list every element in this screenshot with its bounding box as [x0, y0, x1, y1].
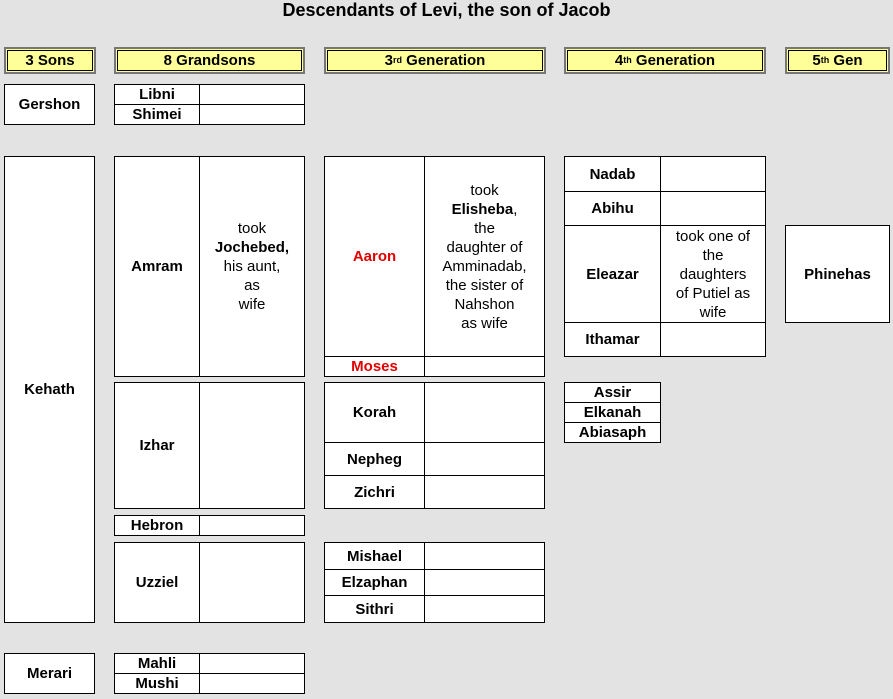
gen3-korah-note — [424, 382, 545, 443]
eleazar-wife-note — [660, 225, 766, 323]
aaron-note-line5: Amminadab, — [442, 257, 527, 275]
eleazar-note-line5: wife — [699, 303, 727, 321]
gen4-abiasaph: Abiasaph — [564, 422, 661, 443]
gen3-mishael-note — [424, 542, 545, 570]
header-8-grandsons: 8 Grandsons — [114, 47, 305, 74]
gen3-nepheg: Nepheg — [324, 442, 425, 476]
header-3rd-generation: 3 $^{rd}$ Generation — [324, 47, 546, 74]
gen3-moses: Moses — [324, 356, 425, 377]
grandson-libni: Libni — [114, 84, 200, 105]
gen3-aaron: Aaron — [324, 156, 425, 357]
gen4-elkanah: Elkanah — [564, 402, 661, 423]
gen3-elzaphan: Elzaphan — [324, 569, 425, 596]
gen3-zichri-note — [424, 475, 545, 509]
gen4-nadab: Nadab — [564, 156, 661, 192]
gen5-label: Gen — [829, 52, 863, 69]
grandson-amram: Amram — [114, 156, 200, 377]
grandson-libni-note — [199, 84, 305, 105]
gen5-number: 5 — [812, 52, 821, 69]
gen3-zichri: Zichri — [324, 475, 425, 509]
eleazar-note-line4: of Putiel as — [675, 284, 751, 302]
gen4-abihu-note — [660, 191, 766, 226]
gen4-ithamar: Ithamar — [564, 322, 661, 357]
gen3-elzaphan-note — [424, 569, 545, 596]
gen3-number: 3 — [384, 52, 393, 69]
gen4-abihu: Abihu — [564, 191, 661, 226]
gen3-korah: Korah — [324, 382, 425, 443]
grandson-uzziel-note — [199, 542, 305, 623]
eleazar-note-line3: daughters — [679, 265, 747, 283]
grandson-shimei-note — [199, 104, 305, 125]
gen4-ithamar-note — [660, 322, 766, 357]
gen3-sithri: Sithri — [324, 595, 425, 623]
header-4th-generation: 4 $^{th}$ Generation — [564, 47, 766, 74]
gen5-phinehas: Phinehas — [785, 225, 890, 323]
amram-note-line3: his aunt, — [223, 258, 281, 275]
page-title: Descendants of Levi, the son of Jacob — [282, 0, 611, 20]
son-gershon: Gershon — [4, 84, 95, 125]
grandson-mushi-note — [199, 673, 305, 694]
gen3-mishael: Mishael — [324, 542, 425, 570]
amram-note-line4: as — [244, 277, 260, 294]
gen4-eleazar: Eleazar — [564, 225, 661, 323]
header-5th-gen: 5 $^{th}$ Gen — [785, 47, 890, 74]
gen4-label: Generation — [631, 52, 716, 69]
gen4-number: 4 — [614, 52, 624, 69]
aaron-note-line3: the — [474, 219, 495, 237]
grandson-izhar-note — [199, 382, 305, 509]
amram-note-line2: Jochebed, — [214, 239, 290, 256]
grandson-mahli-note — [199, 653, 305, 674]
aaron-note-line8: as wife — [461, 314, 508, 332]
grandson-izhar: Izhar — [114, 382, 200, 509]
amram-note-line5: wife — [238, 296, 266, 313]
gen3-nepheg-note — [424, 442, 545, 476]
aaron-note-line6: the sister of — [445, 276, 524, 294]
gen3-label: Generation — [401, 52, 486, 69]
grandson-uzziel: Uzziel — [114, 542, 200, 623]
grandson-hebron: Hebron — [114, 515, 200, 536]
grandson-mahli: Mahli — [114, 653, 200, 674]
aaron-note-line4: daughter of — [446, 238, 523, 256]
son-kehath: Kehath — [4, 156, 95, 623]
amram-note-line1: took — [237, 220, 267, 237]
grandson-shimei: Shimei — [114, 104, 200, 125]
grandson-hebron-note — [199, 515, 305, 536]
aaron-note-comma: , — [513, 200, 518, 218]
gen3-moses-note — [424, 356, 545, 377]
gen4-assir: Assir — [564, 382, 661, 403]
eleazar-note-line2: the — [702, 246, 724, 264]
grandson-mushi: Mushi — [114, 673, 200, 694]
amram-wife-note — [199, 156, 305, 377]
son-merari: Merari — [4, 653, 95, 694]
aaron-wife-note — [424, 156, 545, 357]
aaron-note-line2: Elisheba — [451, 200, 514, 218]
aaron-note-line1: took — [470, 181, 499, 199]
gen3-sithri-note — [424, 595, 545, 623]
gen4-nadab-note — [660, 156, 766, 192]
aaron-note-line7: Nahshon — [454, 295, 515, 313]
eleazar-note-line1: took one of — [675, 227, 751, 245]
header-3-sons: 3 Sons — [4, 47, 96, 74]
